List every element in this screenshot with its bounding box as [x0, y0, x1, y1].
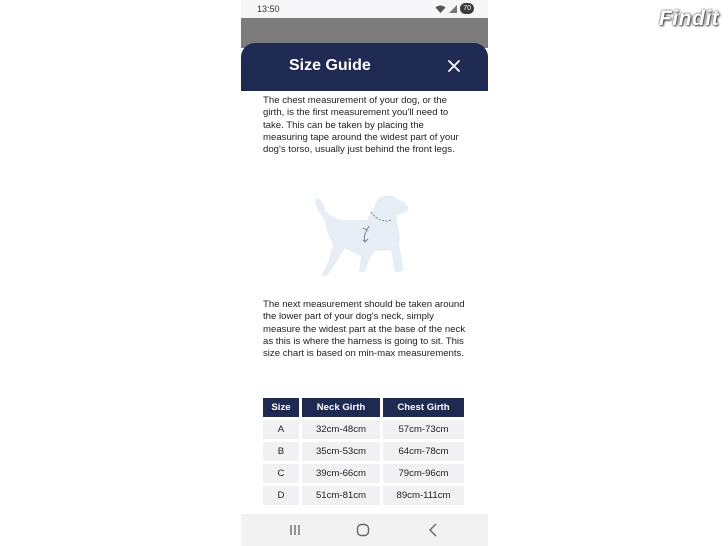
phone-screen: [241, 0, 488, 546]
header-size: Size: [263, 398, 299, 417]
android-nav-bar: [241, 514, 488, 546]
close-icon[interactable]: [444, 56, 464, 76]
table-row: [263, 486, 464, 505]
size-cell: D: [263, 486, 299, 505]
chest-girth-cell: 64cm-78cm: [383, 442, 464, 461]
neck-measurement-text: The next measurement should be taken around the lower part of your dog's neck, simply measure the widest part at the base of the neck as this is where the harness is going to sit. This size chart is based on min-max measurements.: [263, 299, 466, 360]
neck-girth-cell: 32cm-48cm: [302, 420, 380, 439]
home-button[interactable]: [353, 522, 373, 538]
status-time: 13:50: [257, 4, 280, 14]
table-row: [263, 420, 464, 439]
recent-apps-button[interactable]: [285, 522, 305, 538]
chest-girth-cell: 57cm-73cm: [383, 420, 464, 439]
dog-measurement-illustration: [311, 190, 415, 280]
home-icon: [356, 523, 370, 537]
chest-measurement-text: The chest measurement of your dog, or the girth, is the first measurement you'll need to take. This can be taken by placing the measuring tape around the widest part of your dog's torso, usually just behind the front legs.: [263, 95, 459, 156]
header-neck-girth: Neck Girth: [302, 398, 380, 417]
modal-title: Size Guide: [289, 57, 371, 74]
dog-silhouette: [315, 196, 409, 277]
signal-icon: [449, 5, 457, 13]
size-cell: A: [263, 420, 299, 439]
table-header-row: [263, 398, 464, 417]
status-bar: [241, 0, 488, 18]
size-cell: B: [263, 442, 299, 461]
size-chart-table: [260, 395, 467, 508]
neck-girth-cell: 35cm-53cm: [302, 442, 380, 461]
table-row: [263, 464, 464, 483]
size-cell: C: [263, 464, 299, 483]
back-icon: [428, 523, 438, 537]
chest-girth-cell: 79cm-96cm: [383, 464, 464, 483]
neck-girth-cell: 51cm-81cm: [302, 486, 380, 505]
header-chest-girth: Chest Girth: [383, 398, 464, 417]
neck-girth-cell: 39cm-66cm: [302, 464, 380, 483]
chest-girth-cell: 89cm-111cm: [383, 486, 464, 505]
table-row: [263, 442, 464, 461]
modal-header: [241, 43, 488, 91]
wifi-icon: [435, 5, 446, 13]
findit-watermark: Findit: [659, 7, 720, 30]
recent-apps-icon: [288, 524, 302, 536]
status-icons: [435, 3, 474, 14]
back-button[interactable]: [423, 522, 443, 538]
battery-indicator: 70: [460, 3, 474, 14]
